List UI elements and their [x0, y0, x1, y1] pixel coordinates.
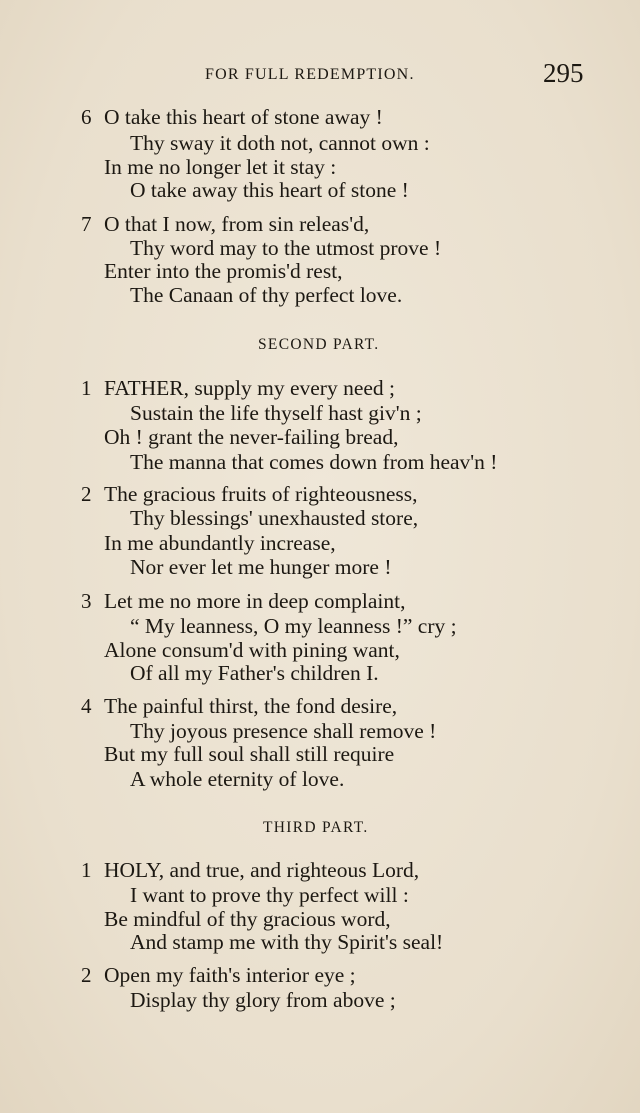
- verse-line: Alone consum'd with pining want,: [104, 638, 400, 662]
- stanza-number: 4: [81, 694, 92, 718]
- verse-line: And stamp me with thy Spirit's seal!: [130, 930, 444, 954]
- verse-line: In me abundantly increase,: [104, 531, 336, 555]
- stanza-number: 3: [81, 589, 92, 613]
- verse-line: A whole eternity of love.: [130, 767, 345, 791]
- stanza-number: 1: [81, 376, 92, 400]
- verse-line: Thy word may to the utmost prove !: [130, 236, 442, 260]
- verse-line: O take this heart of stone away !: [104, 105, 383, 129]
- verse-line: The gracious fruits of righteousness,: [104, 482, 418, 506]
- verse-line: Let me no more in deep complaint,: [104, 589, 406, 613]
- verse-line: HOLY, and true, and righteous Lord,: [104, 858, 420, 882]
- verse-line: FATHER, supply my every need ;: [104, 376, 396, 400]
- verse-line: The Canaan of thy perfect love.: [130, 283, 403, 307]
- verse-line: The manna that comes down from heav'n !: [130, 450, 498, 474]
- verse-line: O that I now, from sin releas'd,: [104, 212, 370, 236]
- verse-line: “ My leanness, O my leanness !” cry ;: [130, 614, 457, 638]
- verse-line: Of all my Father's children I.: [130, 661, 379, 685]
- verse-line: O take away this heart of stone !: [130, 178, 409, 202]
- verse-line: I want to prove thy perfect will :: [130, 883, 409, 907]
- running-header: FOR FULL REDEMPTION.: [205, 66, 415, 83]
- verse-line: Display thy glory from above ;: [130, 988, 396, 1012]
- stanza-number: 6: [81, 105, 92, 129]
- stanza-number: 7: [81, 212, 92, 236]
- verse-line: But my full soul shall still require: [104, 742, 395, 766]
- page-number: 295: [543, 58, 584, 88]
- verse-line: Be mindful of thy gracious word,: [104, 907, 391, 931]
- verse-line: Nor ever let me hunger more !: [130, 555, 392, 579]
- verse-line: Sustain the life thyself hast giv'n ;: [130, 401, 422, 425]
- verse-line: Thy blessings' unexhausted store,: [130, 506, 419, 530]
- verse-line: In me no longer let it stay :: [104, 155, 337, 179]
- stanza-number: 2: [81, 963, 92, 987]
- stanza-number: 2: [81, 482, 92, 506]
- verse-line: Thy sway it doth not, cannot own :: [130, 131, 430, 155]
- section-heading: THIRD PART.: [263, 819, 369, 836]
- verse-line: The painful thirst, the fond desire,: [104, 694, 398, 718]
- stanza-number: 1: [81, 858, 92, 882]
- section-heading: SECOND PART.: [258, 336, 380, 353]
- verse-line: Enter into the promis'd rest,: [104, 259, 343, 283]
- verse-line: Thy joyous presence shall remove !: [130, 719, 437, 743]
- verse-line: Oh ! grant the never-failing bread,: [104, 425, 399, 449]
- verse-line: Open my faith's interior eye ;: [104, 963, 356, 987]
